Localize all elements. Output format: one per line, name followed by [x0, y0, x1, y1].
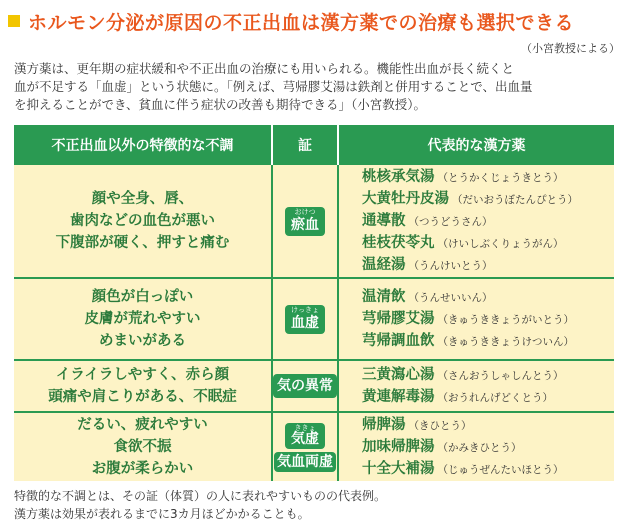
sho-badge: 気血両虚 — [274, 452, 336, 472]
credit: （小宮教授による） — [521, 42, 620, 55]
symptoms-cell: 顔色が白っぽい 皮膚が荒れやすい めまいがある — [84, 289, 201, 349]
kampo-list — [362, 279, 574, 359]
footnote-line: 特徴的な不調とは、その証（体質）の人に表れやすいものの代表例。 — [14, 489, 387, 503]
symptoms-cell: だるい、疲れやすい 食欲不振 お腹が柔らかい — [77, 417, 208, 477]
bullet-square-icon — [8, 15, 20, 27]
header-kampo: 代表的な漢方薬 — [427, 138, 526, 154]
sho-cell — [273, 165, 337, 277]
kampo-item: 芎帰膠艾湯 （きゅうききょうがいとう） — [362, 311, 574, 327]
sho-cell — [273, 413, 337, 481]
header-symptoms: 不正出血以外の特徴的な不調 — [51, 138, 234, 154]
headline — [8, 6, 624, 36]
table-header — [14, 125, 614, 165]
sho-badge: おけつ 瘀血 — [285, 207, 325, 236]
table-row — [14, 165, 614, 277]
symptoms-cell: 顔や全身、唇、 歯肉などの血色が悪い 下腹部が硬く、押すと痛む — [55, 191, 230, 251]
kampo-list — [362, 165, 578, 277]
kampo-item: 芎帰調血飲 （きゅうききょうけついん） — [362, 333, 574, 349]
kampo-item: 通導散 （つうどうさん） — [362, 213, 493, 229]
intro-line: 漢方薬は、更年期の症状緩和や不正出血の治療にも用いられる。機能性出血が長く続くと — [14, 61, 515, 76]
kampo-item: 大黄牡丹皮湯 （だいおうぼたんぴとう） — [362, 191, 578, 207]
kampo-item: 桂枝茯苓丸 （けいしぶくりょうがん） — [362, 235, 564, 251]
footnote — [14, 487, 386, 523]
intro-paragraph — [14, 60, 614, 114]
sho-badge: けっきょ 血虚 — [285, 305, 325, 334]
kampo-item: 帰脾湯 （きひとう） — [362, 417, 472, 433]
headline-text: ホルモン分泌が原因の不正出血は漢方薬での治療も選択できる — [28, 11, 575, 34]
header-sho: 証 — [298, 138, 312, 154]
symptoms-cell: イライラしやすく、赤ら顔 頭痛や肩こりがある、不眠症 — [48, 367, 237, 405]
kampo-item: 十全大補湯 （じゅうぜんたいほとう） — [362, 461, 564, 477]
kampo-list — [362, 361, 564, 411]
kampo-list — [362, 413, 564, 481]
sho-badge: 気の異常 — [273, 374, 337, 398]
intro-line: を抑えることができ、貧血に伴う症状の改善も期待できる」（小宮教授）。 — [14, 97, 427, 112]
kampo-item: 温清飲 （うんせいいん） — [362, 289, 493, 305]
kampo-item: 加味帰脾湯 （かみきひとう） — [362, 439, 522, 455]
kampo-item: 三黄瀉心湯 （さんおうしゃしんとう） — [362, 367, 564, 383]
sho-cell — [273, 279, 337, 359]
table-row — [14, 361, 614, 411]
footnote-line: 漢方薬は効果が表れるまでに3カ月ほどかかることも。 — [14, 507, 310, 521]
sho-badge: ききょ 気虚 — [285, 423, 325, 449]
table-row — [14, 279, 614, 359]
intro-line: 血が不足する「血虚」という状態に。「例えば、芎帰膠艾湯は鉄剤と併用することで、出血量 — [14, 79, 533, 94]
table-row — [14, 413, 614, 481]
kampo-item: 桃核承気湯 （とうかくじょうきとう） — [362, 169, 564, 185]
sho-cell — [273, 361, 337, 411]
kampo-table — [14, 125, 614, 481]
kampo-item: 黄連解毒湯 （おうれんげどくとう） — [362, 389, 553, 405]
kampo-item: 温経湯 （うんけいとう） — [362, 257, 493, 273]
